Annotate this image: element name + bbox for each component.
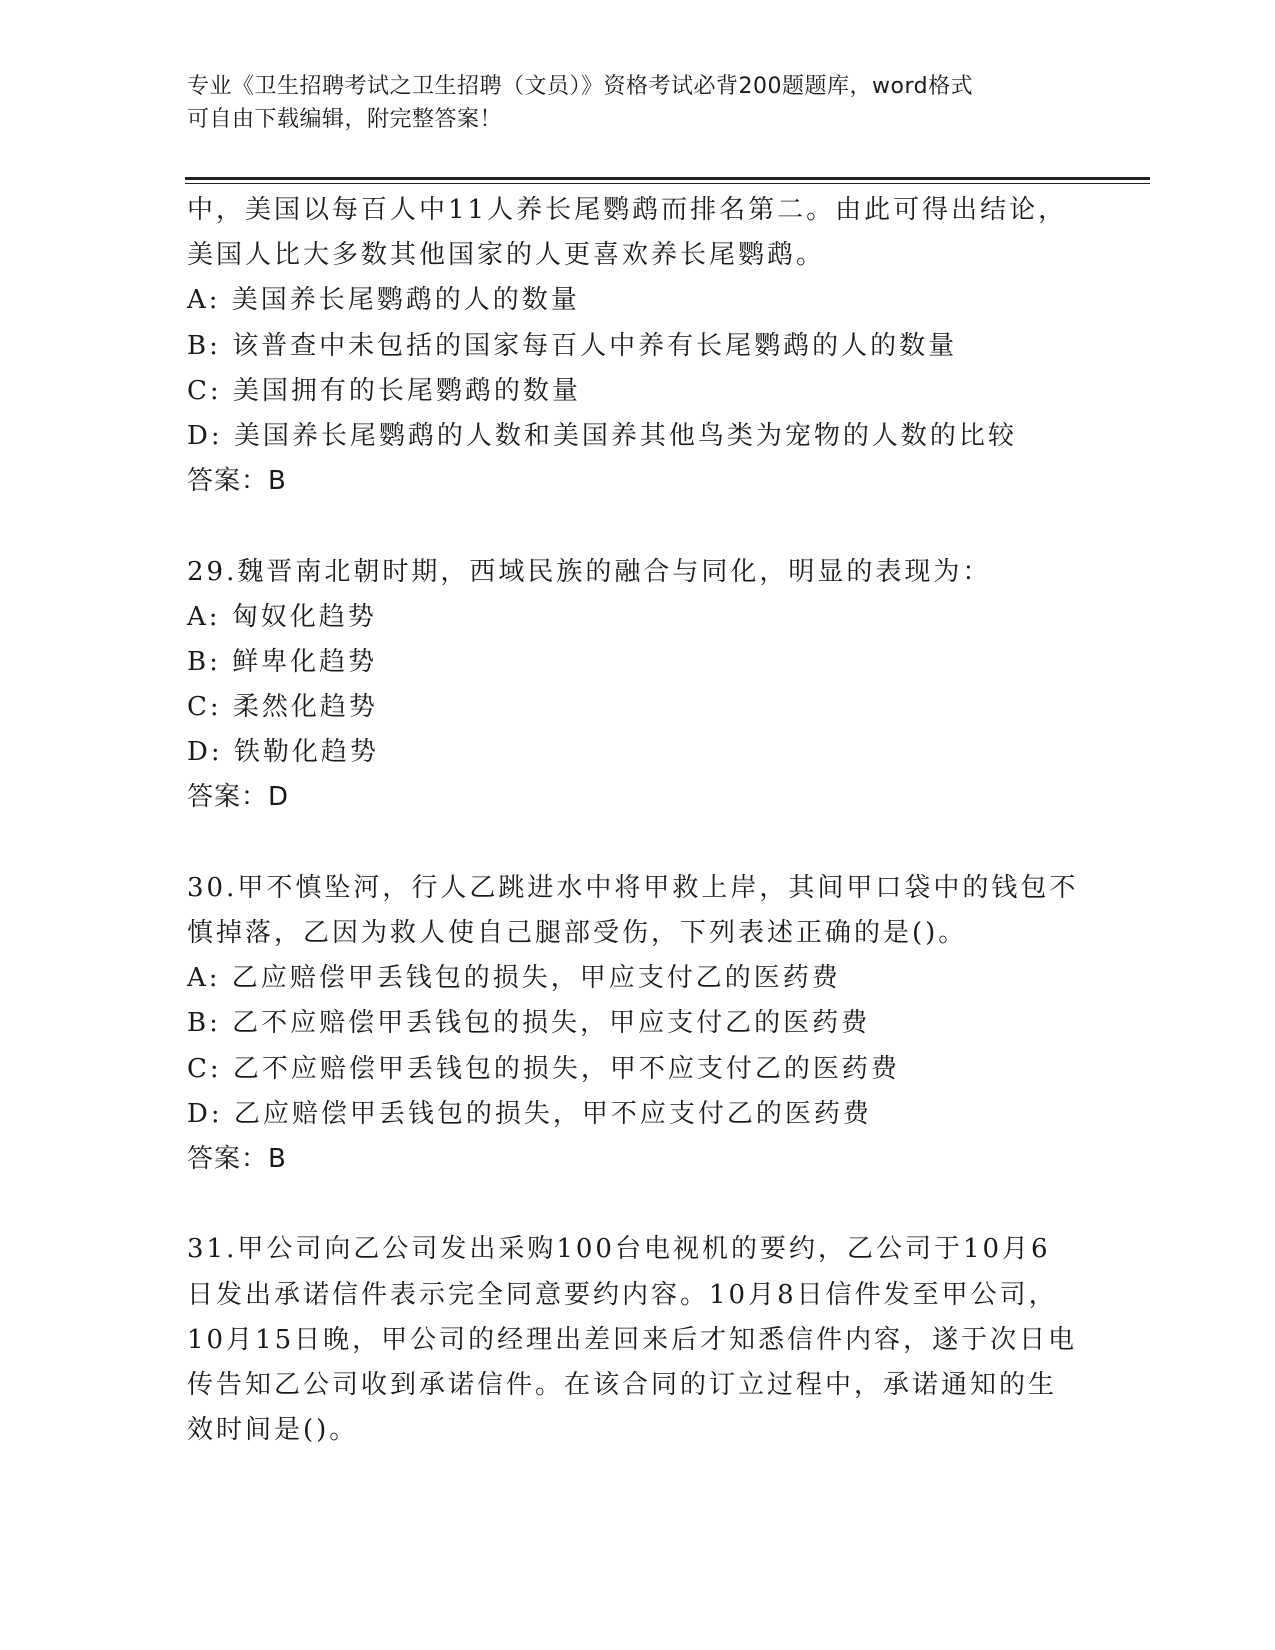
answer-label: 答案：B (187, 466, 287, 497)
answer-label: 答案：D (187, 782, 290, 813)
question-29 (187, 550, 1087, 821)
question-list (187, 188, 1087, 1453)
question-text: 30.甲不慎坠河，行人乙跳进水中将甲救上岸，其间甲口袋中的钱包不 (187, 872, 1079, 903)
header-divider-thin (185, 183, 1150, 184)
question-text: 日发出承诺信件表示完全同意要约内容。10月8日信件发至甲公司， (187, 1279, 1058, 1310)
question-continuation (187, 188, 1087, 504)
question-text: 慎掉落，乙因为救人使自己腿部受伤，下列表述正确的是()。 (187, 918, 968, 948)
option-b: B: 鲜卑化趋势 (187, 646, 378, 677)
option-d: D: 乙应赔偿甲丢钱包的损失，甲不应支付乙的医药费 (187, 1098, 872, 1129)
question-text: 31.甲公司向乙公司发出采购100台电视机的要约，乙公司于10月6 (187, 1234, 1051, 1265)
question-text: 中，美国以每百人中11人养长尾鹦鹉而排名第二。由此可得出结论， (187, 195, 1068, 225)
option-d: D: 铁勒化趋势 (187, 737, 379, 768)
question-text: 10月15日晚，甲公司的经理出差回来后才知悉信件内容，遂于次日电 (187, 1324, 1078, 1355)
header-line: 专业《卫生招聘考试之卫生招聘（文员）》资格考试必背200题题库，word格式 (187, 74, 974, 99)
option-c: C: 乙不应赔偿甲丢钱包的损失，甲不应支付乙的医药费 (187, 1053, 900, 1084)
answer-label: 答案：B (187, 1143, 287, 1174)
question-31 (187, 1227, 1087, 1453)
spacer (187, 821, 1087, 866)
option-c: C: 柔然化趋势 (187, 692, 378, 723)
document-header (187, 70, 1067, 136)
spacer (187, 504, 1087, 549)
spacer (187, 1182, 1087, 1227)
question-text: 效时间是()。 (187, 1415, 359, 1446)
option-a: A: 匈奴化趋势 (187, 601, 377, 632)
question-text: 美国人比大多数其他国家的人更喜欢养长尾鹦鹉。 (187, 240, 826, 271)
option-b: B: 乙不应赔偿甲丢钱包的损失，甲应支付乙的医药费 (187, 1008, 871, 1039)
header-line: 可自由下载编辑，附完整答案！ (187, 107, 503, 132)
option-a: A: 乙应赔偿甲丢钱包的损失，甲应支付乙的医药费 (187, 963, 841, 994)
option-c: C: 美国拥有的长尾鹦鹉的数量 (187, 375, 581, 406)
option-d: D: 美国养长尾鹦鹉的人数和美国养其他鸟类为宠物的人数的比较 (187, 420, 1017, 451)
option-a: A: 美国养长尾鹦鹉的人的数量 (187, 285, 580, 316)
question-30 (187, 866, 1087, 1182)
header-divider (185, 177, 1150, 180)
question-text: 传告知乙公司收到承诺信件。在该合同的订立过程中，承诺通知的生 (187, 1369, 1058, 1400)
option-b: B: 该普查中未包括的国家每百人中养有长尾鹦鹉的人的数量 (187, 330, 958, 361)
question-text: 29.魏晋南北朝时期，西域民族的融合与同化，明显的表现为： (187, 556, 992, 587)
